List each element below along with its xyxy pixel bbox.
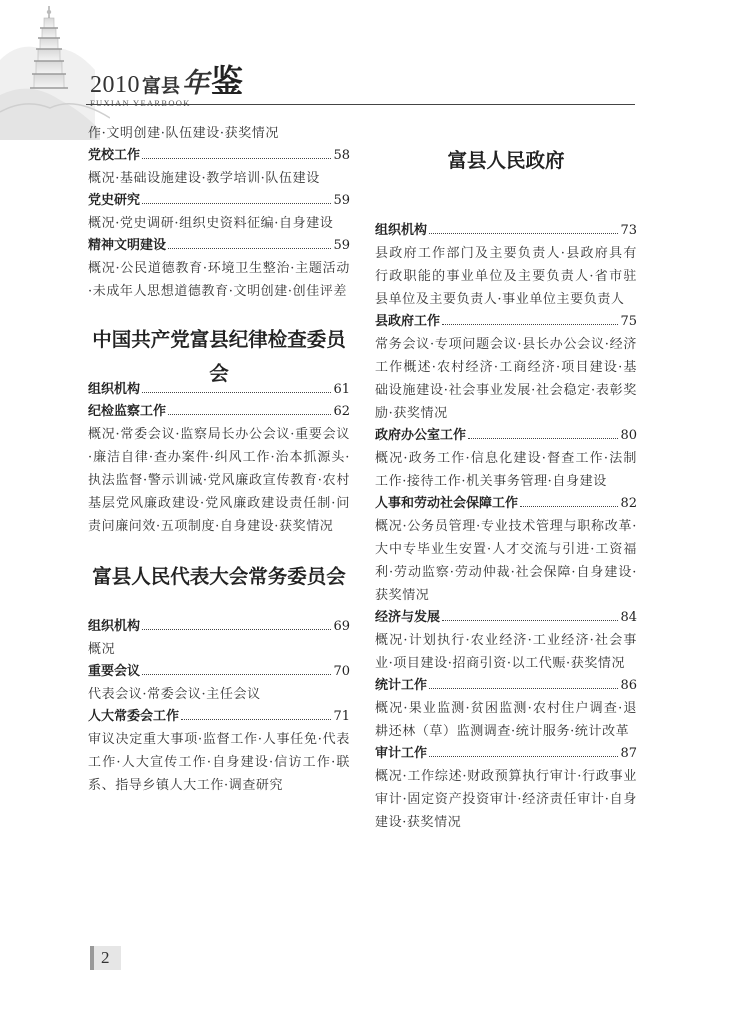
brand-title-char-2: 鉴 <box>211 62 244 100</box>
leader-dots <box>142 158 331 159</box>
entry-desc: 审议决定重大事项·监督工作·人事任免·代表工作·人大宣传工作·自身建设·信访工作·联系、指导乡镇人大工作·调查研究 <box>88 732 350 793</box>
section-title-renda: 富县人民代表大会常务委员会 <box>92 565 346 588</box>
entry-desc: 县政府工作部门及主要负责人·县政府具有行政职能的事业单位及主要负责人·省市驻县单位及主要负责人·事业单位主要负责人 <box>375 246 637 307</box>
toc-entry-renda-zuzhi[interactable] <box>88 616 350 661</box>
leader-dots <box>429 756 618 757</box>
section-title-zhengfu: 富县人民政府 <box>447 149 565 172</box>
leader-dots <box>142 674 331 675</box>
entry-title: 纪检监察工作 <box>88 404 167 419</box>
entry-title: 组织机构 <box>375 223 428 238</box>
leader-dots <box>142 629 331 630</box>
entry-page: 84 <box>620 610 637 625</box>
toc-entry-tongji[interactable] <box>375 675 637 743</box>
brand-year: 2010 <box>90 72 140 98</box>
entry-page: 75 <box>620 314 637 329</box>
leader-dots <box>442 620 618 621</box>
leader-dots <box>181 719 331 720</box>
leader-dots <box>520 506 618 507</box>
leader-dots <box>168 414 331 415</box>
entry-page: 59 <box>333 193 350 208</box>
entry-title: 重要会议 <box>88 664 141 679</box>
leader-dots <box>142 392 331 393</box>
entry-title: 审计工作 <box>375 746 428 761</box>
toc-entry-jingji-fazhan[interactable] <box>375 607 637 675</box>
entry-desc: 概况·工作综述·财政预算执行审计·行政事业审计·固定资产投资审计·经济责任审计·自身建设·获奖情况 <box>375 769 637 830</box>
entry-title: 县政府工作 <box>375 314 441 329</box>
page-number: 2 <box>90 946 121 970</box>
entry-page: 59 <box>333 238 350 253</box>
entry-desc: 概况·果业监测·贫困监测·农村住户调查·退耕还林（草）监测调查·统计服务·统计改革 <box>375 701 637 739</box>
right-column <box>375 122 637 834</box>
toc-entry-zhengfu-zuzhi[interactable] <box>375 220 637 311</box>
brand-title-char-1: 年 <box>182 68 210 99</box>
entry-page: 70 <box>333 664 350 679</box>
left-column <box>88 122 350 797</box>
entry-page: 69 <box>333 619 350 634</box>
toc-entry-zhengfu-gongzuo[interactable] <box>375 311 637 425</box>
entry-desc: 概况·公民道德教育·环境卫生整治·主题活动·未成年人思想道德教育·文明创建·创佳评差 <box>88 261 350 299</box>
entry-desc: 概况·政务工作·信息化建设·督查工作·法制工作·接待工作·机关事务管理·自身建设 <box>375 451 637 489</box>
toc-entry-renda-huiyi[interactable] <box>88 661 350 706</box>
section-title-jijian: 中国共产党富县纪律检查委员会 <box>92 328 346 385</box>
entry-title: 党史研究 <box>88 193 141 208</box>
entry-desc: 概况·计划执行·农业经济·工业经济·社会事业·项目建设·招商引资·以工代赈·获奖情况 <box>375 633 637 671</box>
leader-dots <box>168 248 331 249</box>
entry-title: 党校工作 <box>88 148 141 163</box>
entry-title: 人大常委会工作 <box>88 709 180 724</box>
leader-dots <box>442 324 618 325</box>
entry-title: 组织机构 <box>88 382 141 397</box>
toc-entry-bangongshi[interactable] <box>375 425 637 493</box>
entry-page: 71 <box>333 709 350 724</box>
entry-desc: 概况·公务员管理·专业技术管理与职称改革·大中专毕业生安置·人才交流与引进·工资福利·劳动监察·劳动仲裁·社会保障·自身建设·获奖情况 <box>375 519 637 603</box>
entry-title: 统计工作 <box>375 678 428 693</box>
entry-page: 86 <box>620 678 637 693</box>
yearbook-brand <box>90 56 243 108</box>
entry-page: 80 <box>620 428 637 443</box>
entry-title: 政府办公室工作 <box>375 428 467 443</box>
entry-title: 人事和劳动社会保障工作 <box>375 496 519 511</box>
entry-desc: 常务会议·专项问题会议·县长办公会议·经济工作概述·农村经济·工商经济·项目建设·基础设施建设·社会事业发展·社会稳定·表彰奖励·获奖情况 <box>375 337 637 421</box>
entry-desc: 概况·基础设施建设·教学培训·队伍建设 <box>88 171 320 186</box>
leader-dots <box>468 438 618 439</box>
entry-title: 经济与发展 <box>375 610 441 625</box>
entry-title: 精神文明建设 <box>88 238 167 253</box>
entry-desc: 代表会议·常委会议·主任会议 <box>88 687 261 702</box>
entry-page: 62 <box>333 404 350 419</box>
brand-english: FUXIAN YEARBOOK <box>90 98 191 108</box>
leader-dots <box>142 203 331 204</box>
toc-entry-shenji[interactable] <box>375 743 637 834</box>
entry-page: 87 <box>620 746 637 761</box>
toc-entry-jijian-jiancha[interactable] <box>88 401 350 538</box>
leader-dots <box>429 233 618 234</box>
continued-text: 作·文明创建·队伍建设·获奖情况 <box>88 126 279 141</box>
header-divider <box>86 104 635 105</box>
toc-entry-dangshi[interactable] <box>88 190 350 235</box>
entry-desc: 概况·常委会议·监察局长办公会议·重要会议·廉洁自律·查办案件·纠风工作·治本抓源头·执法监督·警示训诫·党风廉政宣传教育·农村基层党风廉政建设·党风廉政建设责任制·问责问廉问效·五项制度·自身建设·获奖情况 <box>88 427 350 534</box>
entry-page: 73 <box>620 223 637 238</box>
entry-desc: 概况 <box>88 642 116 657</box>
toc-entry-jingshen[interactable] <box>88 235 350 303</box>
entry-page: 61 <box>333 382 350 397</box>
entry-desc: 概况·党史调研·组织史资料征编·自身建设 <box>88 216 334 231</box>
entry-title: 组织机构 <box>88 619 141 634</box>
toc-entry-renshi-laodong[interactable] <box>375 493 637 607</box>
entry-page: 58 <box>333 148 350 163</box>
toc-entry-renda-gongzuo[interactable] <box>88 706 350 797</box>
entry-page: 82 <box>620 496 637 511</box>
brand-county-name: 富县 <box>142 75 181 97</box>
toc-entry-dangxiao[interactable] <box>88 145 350 190</box>
leader-dots <box>429 688 618 689</box>
